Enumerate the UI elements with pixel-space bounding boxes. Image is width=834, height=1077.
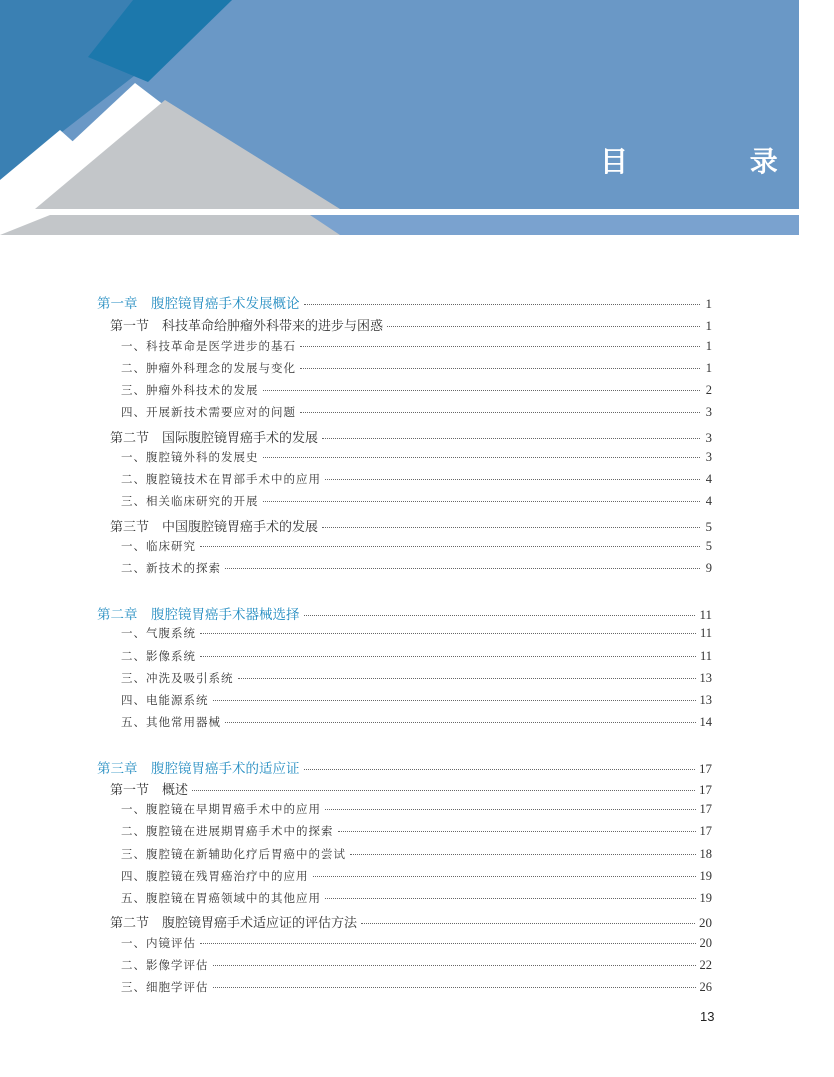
toc-chapter-entry <box>97 292 712 312</box>
toc-dot-leader <box>225 568 700 569</box>
toc-item-entry <box>121 360 712 376</box>
toc-entry-title: 二、肿瘤外科理念的发展与变化 <box>121 361 296 375</box>
toc-entry-page: 4 <box>705 472 712 486</box>
toc-entry-page: 13 <box>699 693 712 707</box>
toc-entry-page: 9 <box>705 561 712 575</box>
toc-entry-title: 三、相关临床研究的开展 <box>121 494 259 508</box>
toc-dot-leader <box>200 943 696 944</box>
toc-entry-title: 二、影像系统 <box>121 649 196 663</box>
toc-entry-page: 5 <box>705 539 712 553</box>
toc-entry-title: 二、腹腔镜在进展期胃癌手术中的探索 <box>121 824 334 838</box>
toc-dot-leader <box>322 527 700 528</box>
toc-entry-title: 一、气腹系统 <box>121 626 196 640</box>
toc-dot-leader <box>304 769 696 770</box>
toc-entry-page: 11 <box>699 607 712 622</box>
toc-entry-page: 20 <box>699 936 712 950</box>
toc-entry-title: 三、肿瘤外科技术的发展 <box>121 383 259 397</box>
toc-dot-leader <box>200 546 700 547</box>
header-banner <box>0 0 799 235</box>
toc-dot-leader <box>238 678 696 679</box>
toc-entry-page: 17 <box>699 824 712 838</box>
toc-chapter-entry <box>97 757 712 777</box>
toc-section-entry <box>110 315 712 334</box>
toc-dot-leader <box>300 368 700 369</box>
toc-entry-page: 1 <box>705 318 712 333</box>
toc-entry-title: 第三章 腹腔镜胃癌手术的适应证 <box>97 761 300 777</box>
toc-entry-page: 5 <box>705 519 712 534</box>
toc-entry-title: 第三节 中国腹腔镜胃癌手术的发展 <box>110 520 319 535</box>
toc-item-entry <box>121 449 712 465</box>
toc-dot-leader <box>325 479 700 480</box>
toc-item-entry <box>121 823 712 839</box>
toc-section-entry <box>110 427 712 446</box>
toc-entry-page: 2 <box>705 383 712 397</box>
toc-section-entry <box>110 516 712 535</box>
toc-entry-title: 一、腹腔镜在早期胃癌手术中的应用 <box>121 802 321 816</box>
toc-dot-leader <box>350 854 696 855</box>
toc-item-entry <box>121 338 712 354</box>
toc-dot-leader <box>213 987 696 988</box>
toc-entry-page: 4 <box>705 494 712 508</box>
toc-chapter-entry <box>97 603 712 623</box>
toc-dot-leader <box>387 326 700 327</box>
toc-entry-page: 13 <box>699 671 712 685</box>
toc-item-entry <box>121 935 712 951</box>
toc-item-entry <box>121 957 712 973</box>
toc-entry-title: 一、腹腔镜外科的发展史 <box>121 450 259 464</box>
toc-entry-title: 第二节 腹腔镜胃癌手术适应证的评估方法 <box>110 916 358 931</box>
toc-entry-page: 3 <box>705 405 712 419</box>
toc-item-entry <box>121 868 712 884</box>
toc-section-entry <box>110 779 712 798</box>
toc-entry-title: 一、科技革命是医学进步的基石 <box>121 339 296 353</box>
toc-item-entry <box>121 404 712 420</box>
toc-entry-page: 20 <box>699 915 712 930</box>
toc-dot-leader <box>304 615 696 616</box>
toc-entry-page: 11 <box>699 649 712 663</box>
toc-section-entry <box>110 912 712 931</box>
toc-entry-title: 第二章 腹腔镜胃癌手术器械选择 <box>97 607 300 623</box>
toc-entry-page: 1 <box>705 339 712 353</box>
toc-entry-page: 14 <box>699 715 712 729</box>
toc-entry-title: 五、腹腔镜在胃癌领域中的其他应用 <box>121 891 321 905</box>
toc-entry-page: 18 <box>699 847 712 861</box>
toc-dot-leader <box>213 700 696 701</box>
toc-dot-leader <box>338 831 696 832</box>
toc-entry-title: 二、腹腔镜技术在胃部手术中的应用 <box>121 472 321 486</box>
toc-dot-leader <box>225 722 696 723</box>
toc-entry-title: 四、腹腔镜在残胃癌治疗中的应用 <box>121 869 309 883</box>
toc-entry-title: 一、内镜评估 <box>121 936 196 950</box>
toc-entry-title: 第一章 腹腔镜胃癌手术发展概论 <box>97 296 300 312</box>
toc-dot-leader <box>361 923 695 924</box>
toc-item-entry <box>121 471 712 487</box>
toc-entry-title: 四、电能源系统 <box>121 693 209 707</box>
toc-entry-title: 二、新技术的探索 <box>121 561 221 575</box>
toc-entry-page: 22 <box>699 958 712 972</box>
toc-entry-title: 第二节 国际腹腔镜胃癌手术的发展 <box>110 431 319 446</box>
toc-entry-page: 1 <box>705 361 712 375</box>
toc-item-entry <box>121 560 712 576</box>
toc-entry-title: 一、临床研究 <box>121 539 196 553</box>
toc-entry-page: 17 <box>699 782 712 797</box>
toc-dot-leader <box>300 412 700 413</box>
toc-dot-leader <box>200 633 696 634</box>
page-title: 目 录 <box>600 145 834 178</box>
toc-dot-leader <box>313 876 696 877</box>
toc-entry-title: 四、开展新技术需要应对的问题 <box>121 405 296 419</box>
toc-dot-leader <box>300 346 700 347</box>
toc-entry-title: 三、细胞学评估 <box>121 980 209 994</box>
toc-entry-page: 3 <box>705 430 712 445</box>
toc-entry-page: 26 <box>699 980 712 994</box>
toc-entry-title: 五、其他常用器械 <box>121 715 221 729</box>
toc-item-entry <box>121 801 712 817</box>
toc-entry-title: 二、影像学评估 <box>121 958 209 972</box>
toc-item-entry <box>121 979 712 995</box>
toc-item-entry <box>121 538 712 554</box>
toc-entry-title: 三、腹腔镜在新辅助化疗后胃癌中的尝试 <box>121 847 346 861</box>
toc-item-entry <box>121 382 712 398</box>
toc-entry-page: 3 <box>705 450 712 464</box>
toc-dot-leader <box>325 809 696 810</box>
toc-dot-leader <box>263 501 701 502</box>
toc-item-entry <box>121 890 712 906</box>
toc-entry-page: 17 <box>699 761 712 776</box>
toc-item-entry <box>121 670 712 686</box>
toc-entry-page: 19 <box>699 891 712 905</box>
toc-entry-title: 第一节 科技革命给肿瘤外科带来的进步与困惑 <box>110 319 384 334</box>
toc-dot-leader <box>192 790 695 791</box>
toc-dot-leader <box>263 390 701 391</box>
toc-item-entry <box>121 493 712 509</box>
toc-item-entry <box>121 846 712 862</box>
toc-entry-page: 19 <box>699 869 712 883</box>
toc-entry-page: 11 <box>699 626 712 640</box>
toc-dot-leader <box>263 457 701 458</box>
toc-item-entry <box>121 692 712 708</box>
toc-entry-page: 1 <box>705 296 712 311</box>
toc-entry-title: 三、冲洗及吸引系统 <box>121 671 234 685</box>
toc-dot-leader <box>200 656 696 657</box>
toc-entry-title: 第一节 概述 <box>110 783 189 798</box>
toc-item-entry <box>121 648 712 664</box>
toc-entry-page: 17 <box>699 802 712 816</box>
toc-dot-leader <box>304 304 701 305</box>
toc-item-entry <box>121 625 712 641</box>
toc-item-entry <box>121 714 712 730</box>
toc-dot-leader <box>325 898 696 899</box>
toc-dot-leader <box>213 965 696 966</box>
page-number: 13 <box>700 1009 715 1024</box>
toc-dot-leader <box>322 438 700 439</box>
